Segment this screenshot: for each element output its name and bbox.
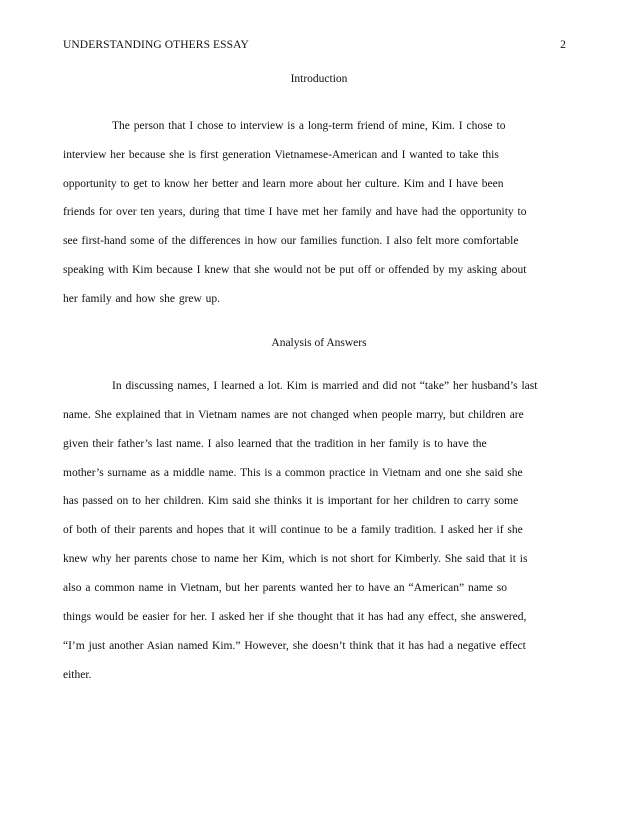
paragraph-line: knew why her parents chose to name her Kim, which is not short for Kimberly. She said that it is (63, 553, 528, 565)
running-head (63, 38, 566, 52)
paragraph-line: either. (63, 669, 92, 681)
paragraph-line: mother’s surname as a middle name. This is a common practice in Vietnam and one she said she (63, 467, 523, 479)
section-heading-introduction: Introduction (290, 73, 348, 85)
paragraph-line: her family and how she grew up. (63, 293, 221, 305)
paragraph-line: opportunity to get to know her better and learn more about her culture. Kim and I have been (63, 178, 504, 190)
paragraph-line: name. She explained that in Vietnam names are not changed when people marry, but children are (63, 409, 524, 421)
paragraph-line: also a common name in Vietnam, but her parents wanted her to have an “American” name so (63, 582, 507, 594)
paragraph-line: “I’m just another Asian named Kim.” However, she doesn’t think that it has had a negative effect (63, 640, 526, 652)
paragraph-line: In discussing names, I learned a lot. Kim is married and did not “take” her husband’s last (112, 380, 538, 392)
paragraph-line: see first-hand some of the differences in how our families function. I also felt more comfortable (63, 235, 519, 247)
paragraph-line: given their father’s last name. I also learned that the tradition in her family is to have the (63, 438, 487, 450)
running-head-title: UNDERSTANDING OTHERS ESSAY (63, 39, 249, 51)
paragraph-line: speaking with Kim because I knew that she would not be put off or offended by my asking about (63, 264, 527, 276)
section-heading-analysis: Analysis of Answers (271, 337, 367, 349)
paragraph-line: has passed on to her children. Kim said she thinks it is important for her children to carry some (63, 495, 519, 507)
page-number: 2 (560, 39, 566, 51)
paragraph-line: friends for over ten years, during that time I have met her family and have had the opportunity to (63, 206, 527, 218)
paragraph-line: interview her because she is first generation Vietnamese-American and I wanted to take this (63, 149, 499, 161)
paragraph-line: of both of their parents and hopes that it will continue to be a family tradition. I asked her if she (63, 524, 523, 536)
paragraph-line: things would be easier for her. I asked her if she thought that it has had any effect, she answered, (63, 611, 527, 623)
paragraph-line: The person that I chose to interview is a long-term friend of mine, Kim. I chose to (112, 120, 506, 132)
